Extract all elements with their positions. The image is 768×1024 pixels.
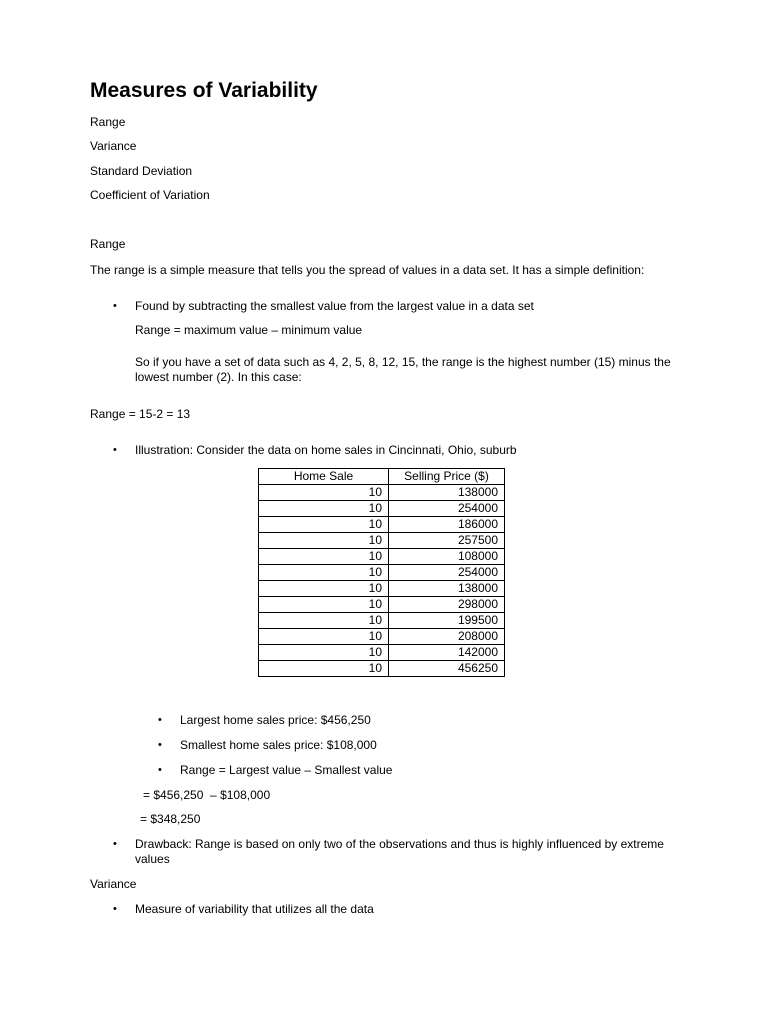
column-header-selling-price: Selling Price ($) [389,469,505,485]
table-row [259,645,505,661]
bullet-marker: • [113,903,117,915]
table-cell: 257500 [389,533,505,549]
table-row [259,661,505,677]
table-row [259,613,505,629]
bullet-marker: • [113,838,117,850]
table-cell: 10 [259,533,389,549]
table-row [259,565,505,581]
table-row [259,485,505,501]
toc-item-coefficient-of-variation: Coefficient of Variation [90,188,210,202]
variance-bullet-text: Measure of variability that utilizes all the data [135,902,374,916]
table-cell: 138000 [389,581,505,597]
table-cell: 10 [259,581,389,597]
range-bullet-text: Found by subtracting the smallest value from the largest value in a data set [135,299,534,313]
table-row [259,549,505,565]
table-cell: 10 [259,501,389,517]
illustration-text: Illustration: Consider the data on home sales in Cincinnati, Ohio, suburb [135,443,517,457]
table-row [259,501,505,517]
table-cell: 138000 [389,485,505,501]
table-cell: 10 [259,629,389,645]
page-title: Measures of Variability [90,79,318,102]
table-cell: 208000 [389,629,505,645]
bullet-marker: • [158,764,162,776]
toc-item-range: Range [90,115,126,129]
table-cell: 10 [259,645,389,661]
table-cell: 10 [259,661,389,677]
range-definition-item: Range = Largest value – Smallest value [180,763,393,777]
table-row [259,533,505,549]
table-cell: 10 [259,485,389,501]
table-cell: 10 [259,517,389,533]
table-row [259,597,505,613]
bullet-marker: • [113,300,117,312]
drawback-text: Drawback: Range is based on only two of the observations and thus is highly influenced by extreme values [135,837,664,866]
table-cell: 10 [259,565,389,581]
range-example: So if you have a set of data such as 4, 2, 5, 8, 12, 15, the range is the highest number (15) minus the lowest number (2). In this case: [135,355,671,384]
table-row [259,517,505,533]
range-formula: Range = maximum value – minimum value [135,323,363,337]
table-cell: 142000 [389,645,505,661]
smallest-price-item: Smallest home sales price: $108,000 [180,738,377,752]
calc-line-1: = $456,250 – $108,000 [143,788,271,802]
range-result: Range = 15-2 = 13 [90,407,191,421]
bullet-marker: • [113,444,117,456]
bullet-marker: • [158,714,162,726]
table-cell: 10 [259,597,389,613]
variance-heading: Variance [90,877,137,891]
table-row [259,629,505,645]
table-cell: 456250 [389,661,505,677]
home-sales-table [258,468,505,677]
largest-price-item: Largest home sales price: $456,250 [180,713,371,727]
bullet-marker: • [158,739,162,751]
range-heading: Range [90,237,126,251]
table-cell: 108000 [389,549,505,565]
column-header-home-sale: Home Sale [259,469,389,485]
table-row [259,581,505,597]
table-cell: 186000 [389,517,505,533]
table-cell: 254000 [389,565,505,581]
calc-line-2: = $348,250 [140,812,201,826]
table-cell: 298000 [389,597,505,613]
table-cell: 199500 [389,613,505,629]
range-intro: The range is a simple measure that tells you the spread of values in a data set. It has a simple definition: [90,263,645,277]
table-cell: 10 [259,613,389,629]
table-cell: 10 [259,549,389,565]
toc-item-variance: Variance [90,139,137,153]
toc-item-standard-deviation: Standard Deviation [90,164,193,178]
table-header-row [259,469,505,485]
table-cell: 254000 [389,501,505,517]
